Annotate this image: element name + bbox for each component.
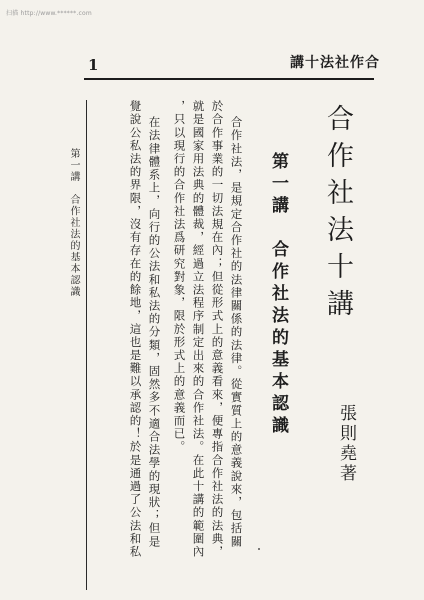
- speck-mark: [258, 548, 260, 550]
- body-column: 覺說公私法的界限，沒有存在的餘地，這也是難以承認的！於是通過了公法和私: [128, 100, 143, 559]
- margin-rule: [86, 100, 87, 590]
- watermark-text: 扫描 http://www.******.com: [6, 10, 92, 17]
- page-number: 1: [88, 56, 99, 74]
- side-running-title: 第一講 合作社法的基本認識: [68, 148, 79, 298]
- body-column: 就是國家用法典的體裁，經過立法程序制定出來的合作社法。在此十講的範圍內: [191, 100, 206, 559]
- lecture-heading: 第一講 合作社法的基本認識: [268, 152, 288, 438]
- body-column: ，只以現行的合作社法爲研究對象，限於形式上的意義而已。: [172, 100, 187, 454]
- header-rule: [84, 78, 374, 80]
- book-title: 合作社法十講: [322, 104, 353, 326]
- body-column: 在法律體系上，向行的公法和私法的分類，固然多不適合法學的現狀；但是: [147, 116, 162, 549]
- author-name: 張則堯著: [336, 404, 356, 484]
- running-header: 講十法社作合: [290, 55, 380, 71]
- body-column: 於合作事業的一切法規在內；但從形式上的意義看來，便專指合作社法的法典，: [210, 100, 225, 559]
- body-column: 合作社法，是規定合作社的法律關係的法律。從實質上的意義說來，包括關: [229, 116, 244, 549]
